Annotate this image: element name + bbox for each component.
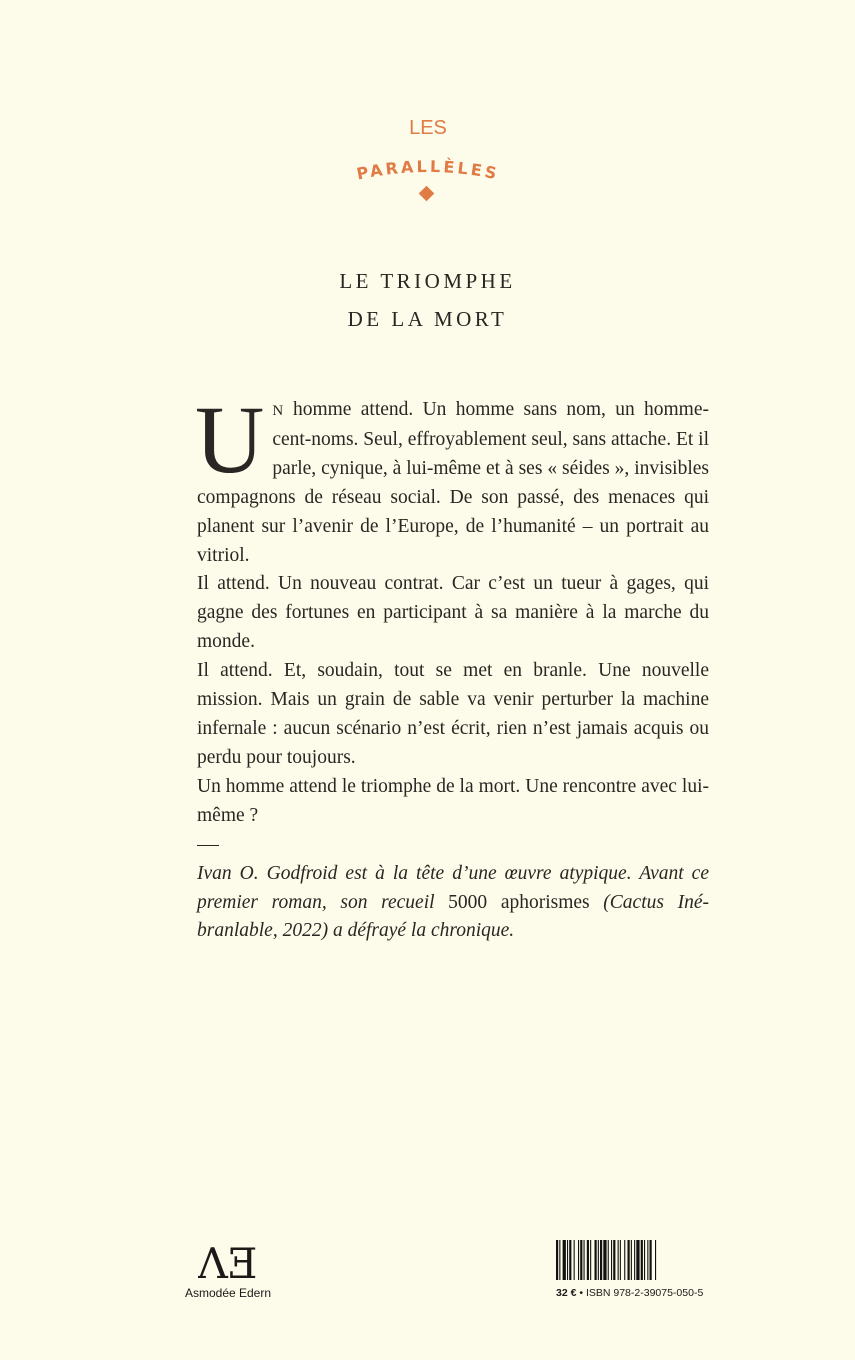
barcode-bar [600, 1240, 602, 1280]
barcode-bar [611, 1240, 612, 1280]
barcode-bar [647, 1240, 648, 1280]
series-line2: PARALLÈLES [354, 156, 501, 184]
barcode-bar [556, 1240, 558, 1280]
barcode-block [556, 1240, 706, 1299]
barcode-bar [636, 1240, 639, 1280]
publisher-name: Asmodée Edern [184, 1286, 272, 1300]
barcode-bar [608, 1240, 609, 1280]
blurb-paragraph-3: Il attend. Et, soudain, tout se met en branle. Une nouvelle mission. Mais un grain de sable va venir perturber la machine infernale : aucun scénario n’est écrit, rien n’est jamais acquis ou perdu pour toujours. [197, 660, 709, 768]
barcode-bar [655, 1240, 656, 1280]
blurb-paragraph-1 [195, 386, 709, 570]
bio-book-title: 5000 aphorismes [448, 891, 590, 913]
barcode-bar [569, 1240, 571, 1280]
series-line1: LES [408, 117, 447, 139]
author-bio [197, 860, 709, 947]
barcode-bar [628, 1240, 630, 1280]
series-logo-graphic [318, 110, 538, 210]
first-word-rest: N [272, 403, 284, 419]
barcode-bar [563, 1240, 566, 1280]
price-separator: • [576, 1287, 586, 1299]
barcode-bar [559, 1240, 560, 1280]
divider [197, 845, 219, 846]
barcode-bar [618, 1240, 619, 1280]
drop-cap: U [195, 386, 265, 493]
barcode-bar [580, 1240, 582, 1280]
barcode-bar [613, 1240, 615, 1280]
blurb-paragraph-4: Un homme attend le triomphe de la mort. Une rencontre avec lui-même ? [197, 775, 709, 826]
publisher-block [168, 1238, 288, 1300]
barcode-bar [567, 1240, 568, 1280]
barcode-bar [650, 1240, 652, 1280]
title-line1: LE TRIOMPHE [339, 269, 516, 293]
publisher-logo-icon [198, 1238, 258, 1284]
barcode-bar [644, 1240, 645, 1280]
diamond-icon [418, 186, 434, 202]
isbn: ISBN 978-2-39075-050-5 [585, 1287, 704, 1299]
barcode-bar [641, 1240, 643, 1280]
bio-part3: (Cactus Inébranlable, 2022) a défrayé la chronique. [197, 891, 709, 942]
barcode-bar [634, 1240, 635, 1280]
barcode-bar [584, 1240, 585, 1280]
book-title [0, 262, 855, 338]
barcode-icon [556, 1240, 704, 1280]
svg-text:ΛƎ: ΛƎ [198, 1239, 258, 1284]
barcode-bar [587, 1240, 589, 1280]
barcode-bar [574, 1240, 575, 1280]
barcode-bar [578, 1240, 579, 1280]
series-logo [0, 110, 855, 210]
bio-part1: Ivan O. Godfroid est à la tête d’une œuvre atypique. Avant ce premier roman, son recueil [197, 862, 709, 913]
barcode-bar [595, 1240, 597, 1280]
barcode-bar [624, 1240, 625, 1280]
blurb-p1-text: homme attend. Un homme sans nom, un homme-cent-noms. Seul, effroyablement seul, sans attache. Et il parle, cynique, à lui-même et à ses « séides », invisibles compagnons de réseau social. De son passé, des menaces qui planent sur l’avenir de l’Europe, de l’humanité – un portrait au vitriol. [197, 399, 709, 566]
barcode-bar [631, 1240, 632, 1280]
price-isbn-line [556, 1287, 706, 1299]
blurb [195, 386, 709, 946]
price: 32 € [556, 1287, 577, 1299]
barcode-bar [603, 1240, 606, 1280]
barcode-bar [620, 1240, 621, 1280]
blurb-paragraph-2: Il attend. Un nouveau contrat. Car c’est un tueur à gages, qui gagne des fortunes en participant à sa manière à la marche du monde. [197, 573, 709, 653]
title-line2: DE LA MORT [347, 307, 508, 331]
barcode-bar [598, 1240, 599, 1280]
barcode-bar [590, 1240, 591, 1280]
